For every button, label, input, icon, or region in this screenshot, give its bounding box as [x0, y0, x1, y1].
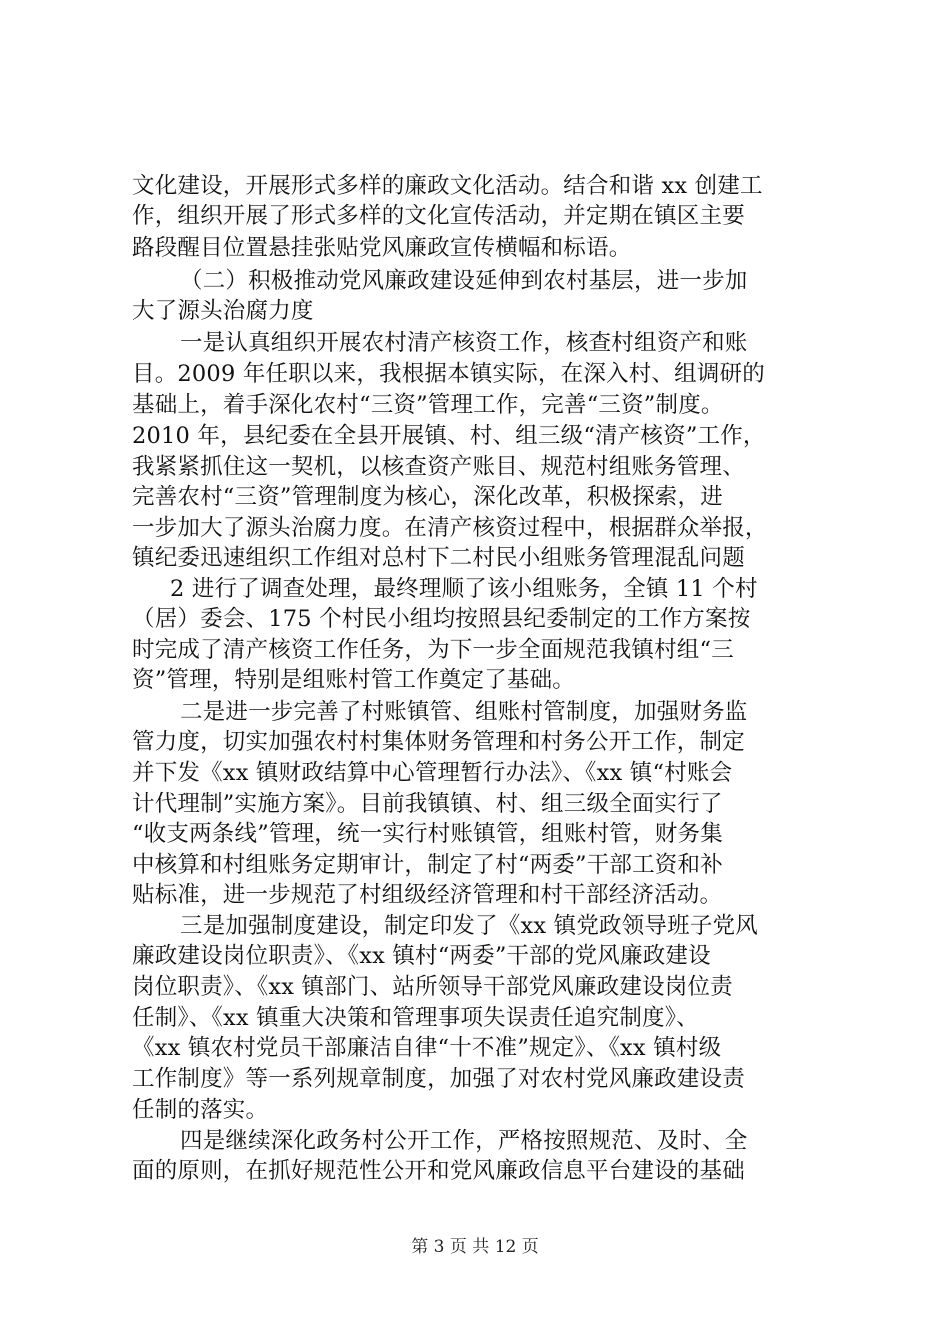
body-text-line: 我紧紧抓住这一契机，以核查资产账目、规范村组账务管理、	[132, 454, 745, 480]
body-text-line: 任制》、《xx 镇重大决策和管理事项失误责任追究制度》、	[132, 1005, 699, 1031]
body-text-line: 三是加强制度建设，制定印发了《xx 镇党政领导班子党风	[180, 913, 758, 939]
body-text-line: 文化建设，开展形式多样的廉政文化活动。结合和谐 xx 创建工	[132, 173, 763, 199]
body-text-line: 完善农村“三资”管理制度为核心，深化改革，积极探索，进	[132, 484, 723, 510]
body-text-line: 资”管理，特别是组账村管工作奠定了基础。	[132, 667, 576, 693]
page-number-footer: 第 3 页 共 12 页	[411, 1237, 539, 1257]
body-text-line: 计代理制”实施方案》。目前我镇镇、村、组三级全面实行了	[132, 791, 723, 817]
body-text-line: 基础上，着手深化农村“三资”管理工作，完善“三资”制度。	[132, 392, 724, 418]
body-text-line: 一步加大了源头治腐力度。在清产核资过程中，根据群众举报，	[132, 515, 768, 541]
body-text-line: “收支两条线”管理，统一实行村账镇管，组账村管，财务集	[132, 821, 723, 847]
body-text-line: 中核算和村组账务定期审计，制定了村“两委”干部工资和补	[132, 852, 723, 878]
body-text-line: 镇纪委迅速组织工作组对总村下二村民小组账务管理混乱问题	[132, 545, 745, 571]
body-text-line: 廉政建设岗位职责》、《xx 镇村“两委”干部的党风廉政建设	[132, 943, 711, 969]
body-text-line: 路段醒目位置悬挂张贴党风廉政宣传横幅和标语。	[132, 235, 632, 261]
body-text-line: 并下发《xx 镇财政结算中心管理暂行办法》、《xx 镇“村账会	[132, 760, 733, 786]
body-text-line: 2 进行了调查处理，最终理顺了该小组账务，全镇 11 个村	[170, 576, 758, 602]
body-text-line: （二）积极推动党风廉政建设延伸到农村基层，进一步加	[180, 268, 748, 294]
body-text-line: 工作制度》等一系列规章制度，加强了对农村党风廉政建设责	[132, 1066, 745, 1092]
body-text-line: 2010 年，县纪委在全县开展镇、村、组三级“清产核资”工作，	[132, 423, 766, 449]
body-text-line: 管力度，切实加强农村村集体财务管理和村务公开工作，制定	[132, 729, 745, 755]
body-text-line: 大了源头治腐力度	[132, 298, 314, 324]
body-text-line: 岗位职责》、《xx 镇部门、站所领导干部党风廉政建设岗位责	[132, 974, 733, 1000]
body-text-line: 二是进一步完善了村账镇管、组账村管制度，加强财务监	[180, 699, 748, 725]
body-text-line: 作，组织开展了形式多样的文化宣传活动，并定期在镇区主要	[132, 203, 745, 229]
body-text-line: 面的原则，在抓好规范性公开和党风廉政信息平台建设的基础	[132, 1158, 745, 1184]
body-text-line: 《xx 镇农村党员干部廉洁自律“十不准”规定》、《xx 镇村级	[132, 1035, 722, 1061]
body-text-line: 四是继续深化政务村公开工作，严格按照规范、及时、全	[180, 1128, 748, 1154]
body-text-line: 一是认真组织开展农村清产核资工作，核查村组资产和账	[180, 330, 748, 356]
body-text-line: （居）委会、175 个村民小组均按照县纪委制定的工作方案按	[132, 606, 751, 632]
body-text-line: 贴标准，进一步规范了村组级经济管理和村干部经济活动。	[132, 882, 723, 908]
body-text-line: 任制的落实。	[132, 1097, 269, 1123]
body-text-line: 目。2009 年任职以来，我根据本镇实际，在深入村、组调研的	[132, 361, 765, 387]
body-text-line: 时完成了清产核资工作任务，为下一步全面规范我镇村组“三	[132, 637, 734, 663]
